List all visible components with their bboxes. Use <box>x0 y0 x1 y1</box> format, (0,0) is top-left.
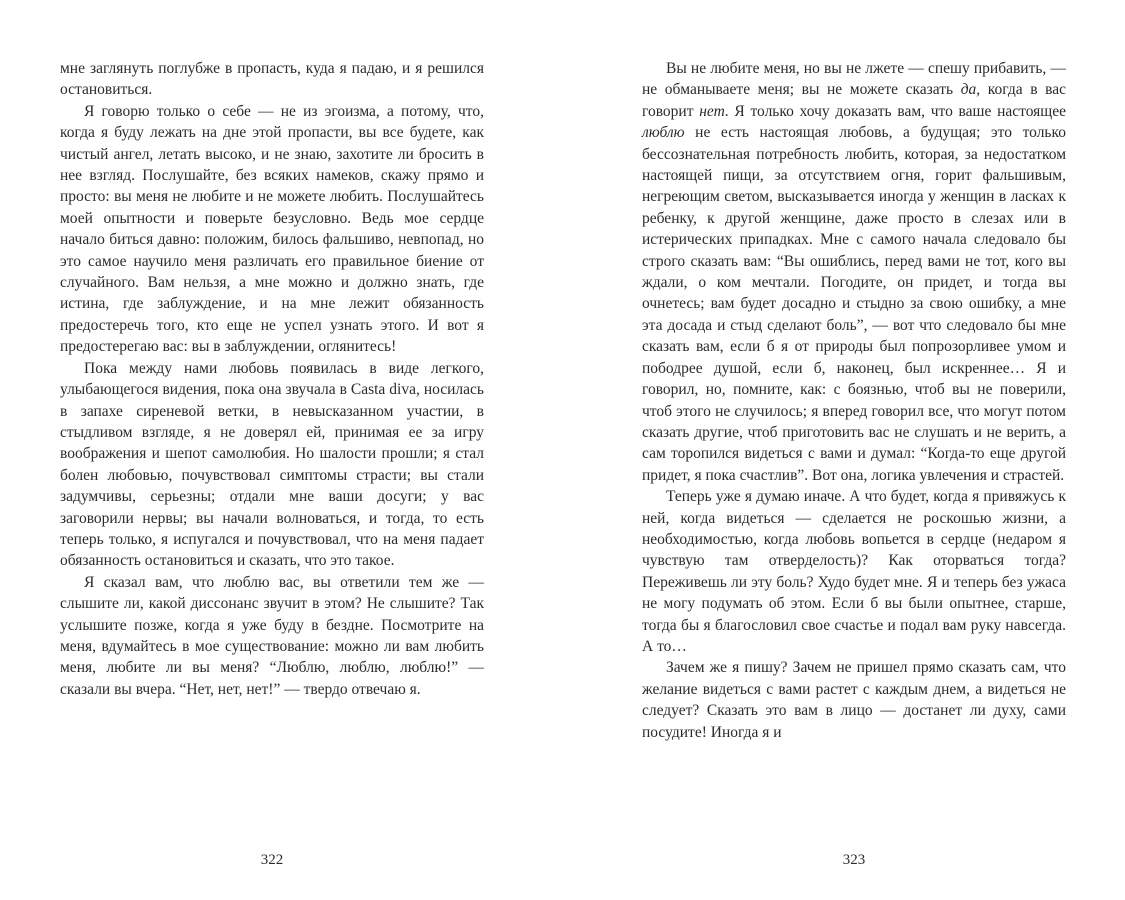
right-paragraph-1 <box>642 58 1066 486</box>
emphasis-da: да <box>960 81 977 99</box>
left-page-text <box>60 58 484 700</box>
left-paragraph-4: Я сказал вам, что люблю вас, вы ответили тем же — слышите ли, какой диссонанс звучит в этом? Не слышите? Так услышите позже, когда я уже буду в бездне. Посмотрите на меня, вдумайтесь в мое существование: можно ли вам любить меня, любите ли вы меня? “Люблю, люблю, люблю!” — сказали вы вчера. “Нет, нет, нет!” — твердо отвечаю я. <box>60 573 484 698</box>
left-paragraph-2: Я говорю только о себе — не из эгоизма, а потому, что, когда я буду лежать на дне этой пропасти, вы все будете, как чистый ангел, летать высоко, и не знаю, захотите ли бросить в нее взгляд. Послушайте, без всяких намеков, скажу прямо и просто: вы меня не любите и не можете любить. Послушайтесь моей опытности и поверьте безусловно. Ведь мое сердце начало биться давно: положим, билось фальшиво, невпопад, но это самое научило меня различать его правильное биение от случайного. Вам нельзя, а мне можно и должно знать, где истина, где заблуждение, и на мне лежит обязанность предостеречь того, кто еще не успел узнать этого. И вот я предостерегаю вас: вы в заблуждении, оглянитесь! <box>60 102 484 356</box>
text-run: Вы не любите меня, но вы не лжете — спешу прибавить, — не обманываете меня; вы не можете сказать <box>642 60 1066 99</box>
right-page-text <box>642 58 1066 743</box>
page-number-left: 322 <box>260 852 284 868</box>
left-paragraph-1: мне заглянуть поглубже в пропасть, куда я падаю, и я решился остановиться. <box>60 60 484 99</box>
emphasis-lyublyu: люблю <box>642 124 685 142</box>
right-paragraph-3: Зачем же я пишу? Зачем не пришел прямо сказать сам, что желание видеться с вами растет с каждым днем, а видеться не следует? Сказать это вам в лицо — достанет ли духу, сами посудите! Иногда я и <box>642 659 1066 741</box>
left-paragraph-3: Пока между нами любовь появилась в виде легкого, улыбающегося видения, пока она звучала в Casta diva, носилась в запахе сиреневой ветки, в невысказанном участии, в стыдливом взгляде, я не доверял ей, принимая ее за игру воображения и шепот самолюбия. Но шалости прошли; я стал болен любовью, почувствовал симптомы страсти; вы стали задумчивы, серьезны; отдали мне ваши досуги; у вас заговорили нервы; вы начали волноваться, и тогда, то есть теперь только, я испугался и почувствовал, что на меня падает обязанность остановиться и сказать, что это такое. <box>60 359 484 570</box>
right-paragraph-2: Теперь уже я думаю иначе. А что будет, когда я привяжусь к ней, когда видеться — сделается не роскошью жизни, а необходимостью, когда любовь вопьется в сердце (недаром я чувствую там отверделость)? Как оторваться тогда? Переживешь ли эту боль? Худо будет мне. Я и теперь без ужаса не могу подумать об этом. Если б вы были опытнее, старше, тогда бы я благословил свое счастье и подал вам руку навсегда. А то… <box>642 488 1066 655</box>
text-run: . Я только хочу доказать вам, что ваше настоящее <box>724 102 1066 120</box>
text-run: не есть настоящая любовь, а будущая; это только бессознательная потребность любить, которая, за недостатком настоящей пищи, за отсутствием огня, горит фальшивым, негреющим светом, высказывается иногда у женщин в ласках к ребенку, к другой женщине, даже просто в слезах или в истерических припадках. Мне с самого начала следовало бы строго сказать вам: “Вы ошиблись, перед вами не тот, кого вы ждали, о ком мечтали. Погодите, он придет, и тогда вы очнетесь; вам будет досадно и стыдно за свою ошибку, а мне эта досада и стыд сделают боль”, — вот что следовало бы мне сказать вам, если б я от природы был попрозорливее умом и пободрее душой, если б, наконец, был искреннее… Я и говорил, но, помните, как: с боязнью, чтоб вы не поверили, чтоб этого не случилось; я вперед говорил все, что могут потом сказать другие, чтоб приготовить вас не слушать и не верить, а сам торопился видеться с вами и думал: “Когда-то еще другой придет, я пока счастлив”. Вот она, логика увлечения и страстей. <box>642 124 1066 484</box>
emphasis-net: нет <box>699 102 725 120</box>
page-number-right: 323 <box>842 852 866 868</box>
text-run: , когда в вас говорит <box>642 81 1066 120</box>
